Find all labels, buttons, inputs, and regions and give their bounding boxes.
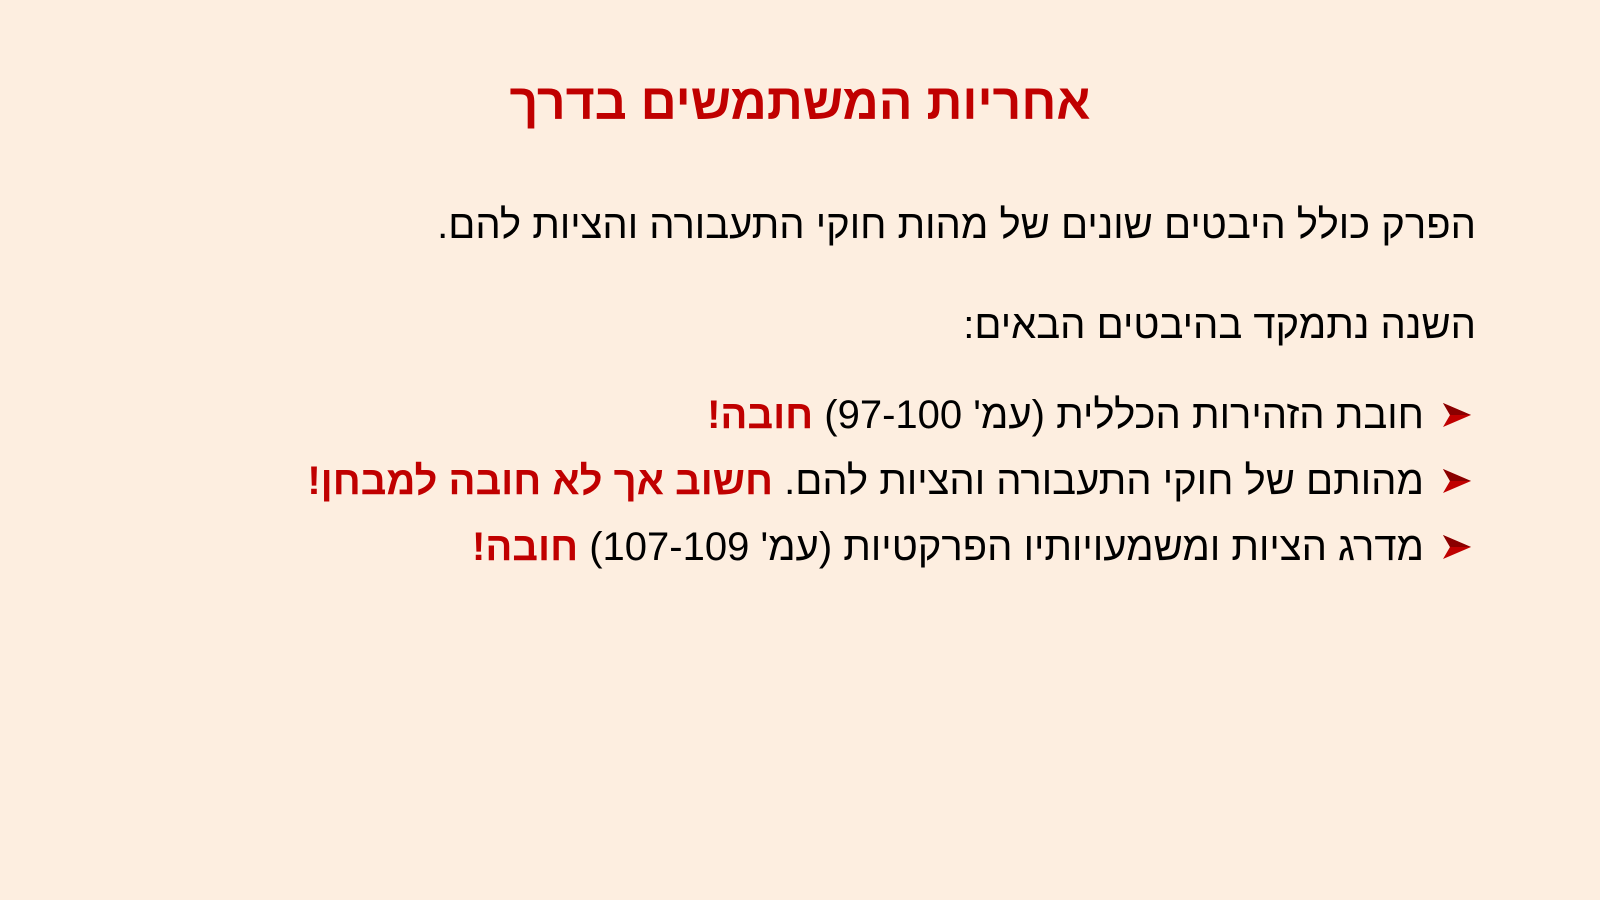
slide-title: אחריות המשתמשים בדרך xyxy=(509,74,1091,130)
bullet-text: מהותם של חוקי התעבורה והציות להם. חשוב אך לא חובה למבחן! xyxy=(307,459,1424,503)
arrow-bullet-icon xyxy=(1438,395,1476,435)
bullet-item xyxy=(76,382,1476,448)
bullet-list xyxy=(76,382,1476,580)
bullet-item xyxy=(76,448,1476,514)
bullet-item xyxy=(76,514,1476,580)
arrow-bullet-icon xyxy=(1438,527,1476,567)
intro-paragraph: הפרק כולל היבטים שונים של מהות חוקי התעבורה והציות להם. xyxy=(437,203,1476,247)
emphasis-text: חובה! xyxy=(707,393,814,437)
bullet-text: מדרג הציות ומשמעויותיו הפרקטיות (עמ' 107-109) חובה! xyxy=(472,525,1424,569)
bullet-text: חובת הזהירות הכללית (עמ' 97-100) חובה! xyxy=(707,393,1424,437)
emphasis-text: חובה! xyxy=(472,525,579,569)
arrow-bullet-icon xyxy=(1438,461,1476,501)
focus-line: השנה נתמקד בהיבטים הבאים: xyxy=(963,303,1476,347)
emphasis-text: חשוב אך לא חובה למבחן! xyxy=(307,459,773,503)
